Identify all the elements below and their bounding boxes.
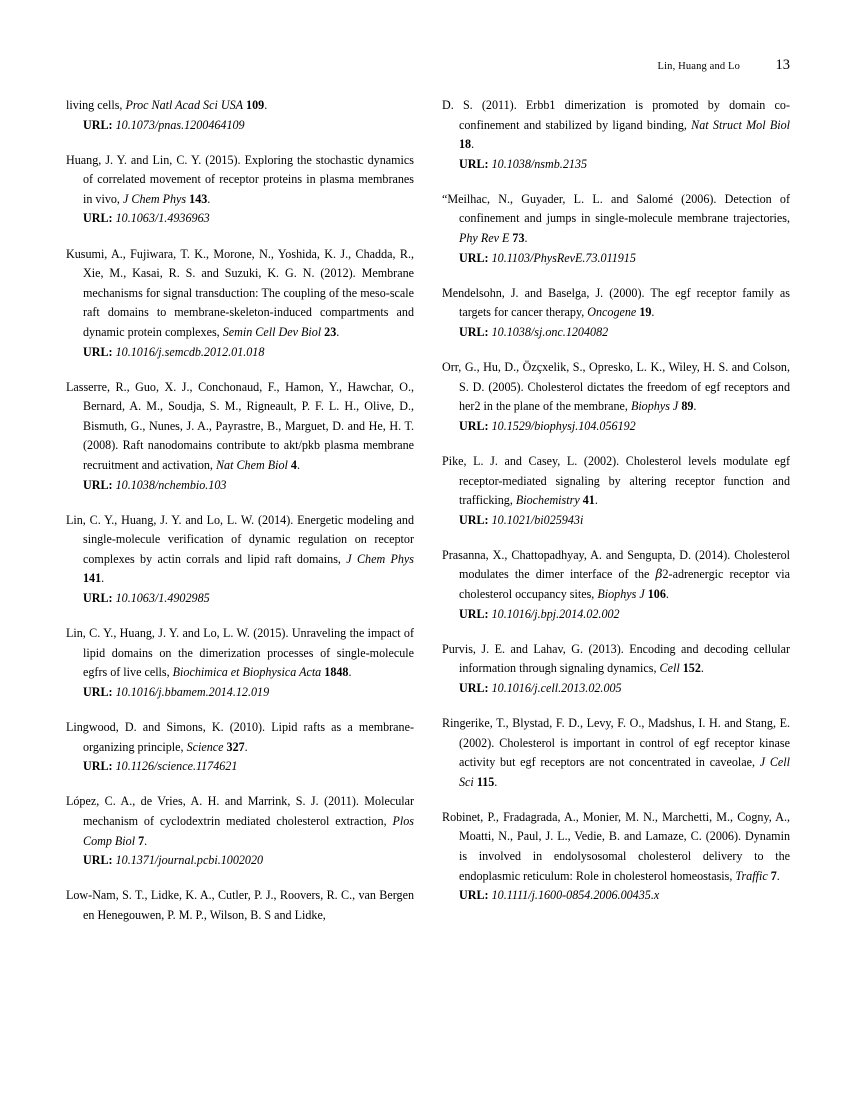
reference-text-run: .: [524, 231, 528, 246]
reference-entry: [66, 792, 414, 870]
reference-list-left: [66, 96, 414, 925]
doi-value[interactable]: 10.1063/1.4936963: [115, 211, 210, 226]
reference-text-run: Ringerike, T., Blystad, F. D., Levy, F. O., Madshus, I. H. and Stang, E. (2002). Cholesterol is important in control of egf receptor kinase activity but egf receptors are not concentrated in caveolae,: [442, 715, 790, 770]
doi-value[interactable]: 10.1529/biophysj.104.056192: [491, 418, 636, 433]
reference-text: [442, 190, 790, 249]
reference-entry: [442, 284, 790, 343]
reference-text: [442, 284, 790, 323]
reference-entry: [66, 624, 414, 702]
reference-entry: [66, 886, 414, 925]
reference-text-run: .: [207, 191, 211, 206]
reference-text: [442, 452, 790, 511]
reference-text-run: J Chem Phys: [122, 191, 187, 206]
url-label: URL:: [459, 888, 489, 903]
reference-text-run: Phy Rev E: [459, 231, 510, 246]
reference-text-run: .: [665, 586, 669, 601]
reference-text-run: 73: [512, 231, 525, 246]
reference-text: [66, 151, 414, 210]
url-label: URL:: [83, 591, 113, 606]
reference-entry: [66, 96, 414, 135]
url-label: URL:: [459, 680, 489, 695]
reference-text-run: .: [651, 305, 655, 320]
reference-text-run: 141: [83, 571, 102, 586]
reference-text-run: Low-Nam, S. T., Lidke, K. A., Cutler, P. J., Roovers, R. C., van Bergen en Henegouwen, P. M. P., Wilson, B. S and Lidke,: [66, 888, 414, 922]
url-label: URL:: [459, 606, 489, 621]
reference-text-run: Pike, L. J. and Casey, L. (2002). Cholesterol levels modulate egf receptor-mediated signaling by altering receptor function and trafficking,: [442, 453, 790, 508]
reference-text: [442, 358, 790, 417]
reference-url-line: [442, 417, 790, 437]
reference-text: [66, 886, 414, 925]
reference-text-run: 152: [682, 661, 701, 676]
reference-entry: [442, 808, 790, 906]
reference-text-run: López, C. A., de Vries, A. H. and Marrink, S. J. (2011). Molecular mechanism of cyclodextrin mediated cholesterol extraction,: [66, 794, 414, 828]
url-label: URL:: [83, 344, 113, 359]
reference-text-run: Lin, C. Y., Huang, J. Y. and Lo, L. W. (2015). Unraveling the impact of lipid domains on the dimerization processes of single-molecule egfrs of live cells,: [66, 626, 414, 680]
reference-url-line: [66, 116, 414, 136]
doi-value[interactable]: 10.1038/nsmb.2135: [491, 156, 588, 171]
doi-value[interactable]: 10.1103/PhysRevE.73.011915: [491, 250, 636, 265]
reference-text-run: Semin Cell Dev Biol: [222, 324, 322, 339]
reference-text-run: Mendelsohn, J. and Baselga, J. (2000). The egf receptor family as targets for cancer therapy,: [442, 285, 790, 320]
reference-text-run: .: [494, 774, 498, 789]
doi-value[interactable]: 10.1371/journal.pcbi.1002020: [115, 853, 264, 868]
reference-text-run: 7: [138, 833, 145, 848]
reference-text-run: Cell: [659, 661, 680, 676]
reference-text-run: .: [700, 661, 704, 676]
url-label: URL:: [83, 853, 113, 868]
reference-text-run: .: [348, 665, 352, 680]
reference-url-line: [442, 511, 790, 531]
reference-text-run: Huang, J. Y. and Lin, C. Y. (2015). Exploring the stochastic dynamics of correlated movement of receptor proteins in plasma membranes in vivo,: [66, 152, 414, 206]
reference-text-run: Purvis, J. E. and Lahav, G. (2013). Encoding and decoding cellular information through signaling dynamics,: [442, 641, 790, 676]
reference-url-line: [66, 476, 414, 496]
page-number: 13: [775, 57, 790, 73]
reference-text: [66, 718, 414, 757]
reference-text-run: Oncogene: [587, 305, 637, 320]
reference-text-run: .: [244, 739, 248, 754]
reference-text-run: living cells,: [66, 98, 126, 112]
doi-value[interactable]: 10.1073/pnas.1200464109: [115, 117, 245, 132]
reference-text-run: 4: [290, 458, 297, 472]
reference-entry: [442, 96, 790, 174]
reference-text: [66, 245, 414, 343]
reference-text-run: 106: [647, 586, 666, 601]
reference-url-line: [66, 343, 414, 363]
reference-text-run: 1848: [324, 665, 349, 680]
reference-text-run: D. S. (2011). Erbb1 dimerization is promoted by domain co-confinement and stabilized by ligand binding,: [442, 98, 790, 132]
reference-text-run: Prasanna, X., Chattopadhyay, A. and Sengupta, D. (2014). Cholesterol modulates the dimer interface of the: [442, 547, 790, 582]
doi-value[interactable]: 10.1038/sj.onc.1204082: [491, 324, 609, 339]
url-label: URL:: [83, 211, 113, 226]
doi-value[interactable]: 10.1016/j.bpj.2014.02.002: [491, 606, 620, 621]
reference-entry: [442, 714, 790, 792]
reference-url-line: [66, 757, 414, 777]
reference-text-run: 23: [324, 324, 337, 339]
reference-text-run: Plos Comp Biol: [83, 813, 414, 848]
reference-text-run: 41: [582, 493, 595, 508]
right-column: [442, 96, 790, 925]
url-label: URL:: [459, 418, 489, 433]
reference-text-run: Nat Chem Biol: [215, 458, 288, 472]
reference-text: [66, 511, 414, 589]
reference-text: [66, 792, 414, 851]
reference-text: [442, 714, 790, 792]
reference-entry: [66, 151, 414, 229]
reference-text-run: Proc Natl Acad Sci USA: [125, 98, 244, 112]
doi-value[interactable]: 10.1038/nchembio.103: [115, 477, 227, 492]
reference-text: [442, 96, 790, 155]
reference-text-run: “Meilhac, N., Guyader, L. L. and Salomé (2006). Detection of confinement and jumps in single-molecule membrane trajectories,: [442, 191, 790, 226]
reference-text-run: .: [693, 399, 697, 414]
reference-list-right: [442, 96, 790, 906]
reference-text-run: J Chem Phys: [346, 551, 415, 566]
url-label: URL:: [459, 512, 489, 527]
reference-text-run: 7: [770, 868, 777, 883]
reference-text-run: Biochimica et Biophysica Acta: [172, 665, 322, 680]
reference-entry: [66, 511, 414, 609]
reference-text-run: Lingwood, D. and Simons, K. (2010). Lipid rafts as a membrane-organizing principle,: [66, 720, 414, 754]
reference-text-run: 19: [639, 305, 652, 320]
reference-text-run: 115: [476, 774, 495, 789]
url-label: URL:: [83, 477, 113, 492]
bibliography-columns: [66, 96, 790, 925]
doi-value[interactable]: 10.1016/j.bbamem.2014.12.019: [115, 684, 270, 699]
url-label: URL:: [83, 684, 113, 699]
reference-entry: [66, 245, 414, 363]
reference-text-run: .: [471, 137, 475, 152]
reference-text-run: Lasserre, R., Guo, X. J., Conchonaud, F., Hamon, Y., Hawchar, O., Bernard, A. M., Soudja, S. M., Rigneault, P. F. L. H., Olive, D., Bismuth, G., Nunes, J. A., Payrastre, B., Marguet, D. and He, H. T. (2008). Raft nanodomains contribute to akt/pkb plasma membrane recruitment and activation,: [66, 379, 414, 472]
running-head-title: Lin, Huang and Lo: [657, 61, 740, 72]
reference-url-line: [442, 249, 790, 269]
reference-url-line: [442, 323, 790, 343]
reference-text: [66, 378, 414, 476]
reference-text-run: .: [776, 868, 780, 883]
reference-text-run: .: [264, 98, 268, 112]
reference-text-run: Kusumi, A., Fujiwara, T. K., Morone, N., Yoshida, K. J., Chadda, R., Xie, M., Kasai, R. S. and Suzuki, K. G. N. (2012). Membrane mechanisms for signal transduction: The coupling of the meso-scale raft domains to membrane-skeleton-induced compartments and dynamic protein complexes,: [66, 246, 414, 339]
reference-text: [442, 640, 790, 679]
reference-entry: [442, 452, 790, 530]
url-label: URL:: [83, 117, 113, 132]
reference-text-run: Biophys J: [597, 586, 645, 601]
reference-text-run: 2-adrenergic receptor via cholesterol occupancy sites,: [459, 567, 790, 601]
reference-entry: [442, 358, 790, 436]
reference-text-run: 109: [246, 98, 265, 112]
reference-text: [66, 624, 414, 683]
reference-text-run: Robinet, P., Fradagrada, A., Monier, M. N., Marchetti, M., Cogny, A., Moatti, N., Paul, J. L., Vedie, B. and Lamaze, C. (2006). Dynamin is involved in endolysosomal cholesterol delivery to the endoplasmic reticulum: Role in cholesterol homeostasis,: [442, 809, 790, 883]
reference-url-line: [442, 886, 790, 906]
reference-text: [442, 808, 790, 886]
reference-entry: [442, 640, 790, 699]
left-column: [66, 96, 414, 925]
reference-text-run: 327: [226, 739, 245, 754]
reference-text-run: Orr, G., Hu, D., Özçxelik, S., Opresko, L. K., Wiley, H. S. and Colson, S. D. (2005). Cholesterol dictates the freedom of egf receptors and her2 in the plane of the membrane,: [442, 360, 790, 414]
doi-value[interactable]: 10.1016/j.cell.2013.02.005: [491, 680, 622, 695]
reference-text-run: 18: [459, 137, 472, 152]
doi-value[interactable]: 10.1063/1.4902985: [115, 591, 210, 606]
url-label: URL:: [83, 759, 113, 774]
reference-url-line: [66, 851, 414, 871]
reference-text: [442, 546, 790, 605]
reference-text-run: .: [296, 458, 300, 472]
reference-text-run: Biochemistry: [515, 493, 580, 508]
reference-text-run: Traffic: [735, 868, 768, 883]
url-label: URL:: [459, 156, 489, 171]
reference-entry: [442, 190, 790, 268]
reference-entry: [442, 546, 790, 624]
reference-text-run: Nat Struct Mol Biol: [691, 117, 790, 132]
reference-text-run: β: [655, 567, 663, 582]
reference-text: [66, 96, 414, 116]
doi-value[interactable]: 10.1016/j.semcdb.2012.01.018: [115, 344, 265, 359]
reference-text-run: 143: [189, 191, 208, 206]
reference-url-line: [442, 605, 790, 625]
reference-url-line: [66, 683, 414, 703]
reference-url-line: [442, 155, 790, 175]
url-label: URL:: [459, 324, 489, 339]
doi-value[interactable]: 10.1021/bi025943i: [491, 512, 584, 527]
running-head: [66, 57, 790, 73]
doi-value[interactable]: 10.1111/j.1600-0854.2006.00435.x: [491, 888, 660, 903]
reference-text-run: J Cell Sci: [459, 755, 790, 789]
reference-text-run: .: [144, 833, 148, 848]
reference-entry: [66, 378, 414, 496]
reference-url-line: [66, 209, 414, 229]
reference-entry: [66, 718, 414, 777]
reference-url-line: [66, 589, 414, 609]
reference-text-run: Lin, C. Y., Huang, J. Y. and Lo, L. W. (2014). Energetic modeling and single-molecule verification of dynamic regulation on receptor complexes by actin corrals and lipid raft domains,: [66, 512, 414, 566]
reference-text-run: .: [101, 571, 105, 586]
reference-url-line: [442, 679, 790, 699]
reference-text-run: Science: [186, 739, 224, 754]
reference-text-run: .: [336, 324, 340, 339]
reference-text-run: Biophys J: [630, 399, 679, 414]
reference-text-run: .: [594, 493, 598, 508]
url-label: URL:: [459, 250, 489, 265]
reference-text-run: 89: [681, 399, 694, 414]
doi-value[interactable]: 10.1126/science.1174621: [115, 759, 238, 774]
